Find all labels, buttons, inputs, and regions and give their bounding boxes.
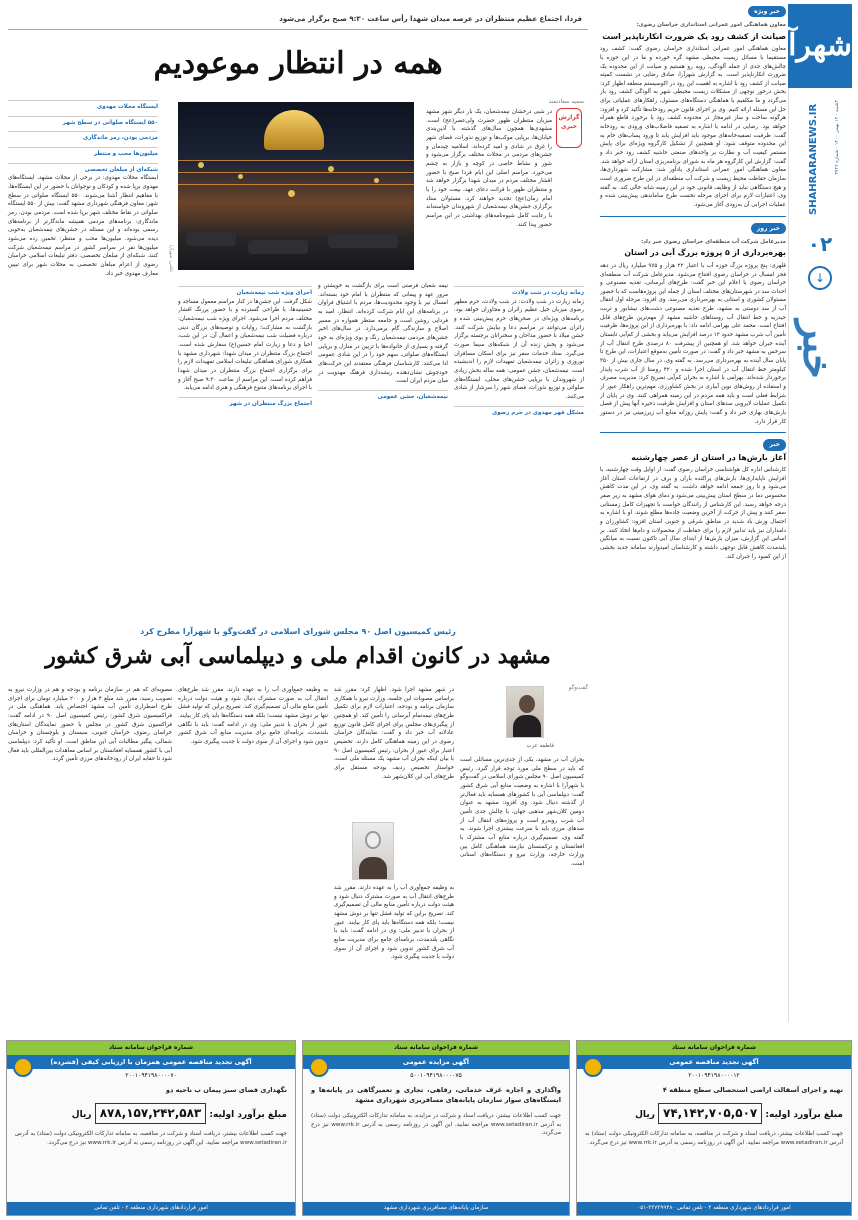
subhead: شبکه‌ای از مبلغان تخصصی — [8, 163, 158, 175]
person-body-icon — [359, 857, 387, 879]
story-col-d-text: شکل گرفت. این جشن‌ها در کنار مراسم معمول مساجد و حسینیه‌ها، با طراحی گسترده و با حضور پررنگ اقشار مختلف مردم اجرا می‌شود. اجرای ویژه شب نیمه‌شعبان: بازگشت به مشارکت؛ روایات و توصیه‌های بزرگان دینی درباره فضیلت شب نیمه‌شعبان و اعمال آن. در این شب، احیا و دعا و زیارت امام حسین(ع) سفارش شده است. اجتماع بزرگ منتظران در میدان شهدا: شهرداری مشهد با همکاری شورای هماهنگی تبلیغات اسلامی تمهیدات لازم را برای برگزاری اجتماع بزرگ منتظران در میدان شهدا فراهم کرده است. این مراسم از ساعت ۹:۳۰ صبح آغاز و با اجرای برنامه‌های متنوع فرهنگی و هنری ادامه می‌یابد. — [178, 298, 312, 392]
subhead: اجتماع بزرگ منتظران در شهر — [178, 397, 312, 409]
photo-credit: عکس: شهرآرا — [168, 244, 173, 272]
story-col-a: در شبی درخشان نیمه‌شعبان، یک بار دیگر شهر مشهد میزبان منتظران ظهور حضرت ولی‌عصر(عج) است. مشهدی‌ها همچون سال‌های گذشته با آذین‌بندی خیابان‌ها، برپایی موکب‌ها و توزیع نذورات، فضای شهر را غرق در شادی و امید کرده‌اند. اسلامیه چیدمان و جشن‌های مردمی در محلات مختلف برگزار می‌شود و شور و نشاط خاصی در کوچه و بازار به چشم می‌خورد. مراسم اصلی این ایام فردا صبح با حضور اقشار مختلف مردم در میدان شهدا برگزار خواهد شد و منتظران ظهور با قرائت دعای عهد، بیعت خود را با امام زمان(عج) تجدید خواهند کرد. مسئولان ستاد برگزاری جشن‌های نیمه‌شعبان از شهروندان خواسته‌اند با رعایت کامل شیوه‌نامه‌های بهداشتی در این مراسم حضور پیدا کنند. — [426, 109, 552, 228]
report-author: سمیه سعادتمند — [548, 99, 584, 105]
interviewee-portrait — [352, 822, 394, 880]
subhead: ایستگاه محلات مهدوی — [8, 100, 158, 112]
ad-footer: امور قراردادهای شهرداری منطقه ۲ - تلفن تماس — [7, 1202, 295, 1215]
ad-number: ۲۰۰۱۰۹۴۱۹۸۰۰۰۰۷۰ — [125, 1072, 177, 1080]
ad-auction-terminals[interactable] — [302, 1040, 570, 1216]
ad-band: شماره فراخوان سامانه ستاد — [7, 1041, 295, 1055]
left-story-column — [8, 96, 158, 626]
lights-string — [178, 184, 414, 185]
subhead: مردمی بودن، رمز ماندگاری — [8, 131, 158, 143]
person-icon — [365, 831, 381, 849]
middle-col-1: بحران آب در مشهد، یکی از جدی‌ترین مسائلی است که باید در سطح ملی مورد توجه قرار گیرد. رئیس کمیسیون اصل ۹۰ مجلس شورای اسلامی در گفت‌وگو با شهرآرا با اشاره به وضعیت منابع آبی شرق کشور گفت: دیپلماسی آبی با کشورهای همسایه باید فعال‌تر از گذشته دنبال شود. وی افزود: مشهد به عنوان دومین کلان‌شهر مذهبی جهان، با چالش جدی تأمین آب شرب روبه‌رو است و پروژه‌های انتقال آب از سدهای مرزی باید با سرعت بیشتری اجرا شوند. به گفته وی، تصمیم‌گیری درباره منابع آب مشترک با افغانستان و ترکمنستان نیازمند هماهنگی کامل بین وزارت خارجه، وزارت نیرو و دستگاه‌های استانی است. — [460, 757, 584, 867]
light-dot — [328, 166, 334, 172]
ad-footer: امور قراردادهای شهرداری منطقه ۴ - تلفن تماس ۳۳۷۳۹۹۴۸۰-۰۵۱ — [577, 1202, 851, 1215]
lights-string — [178, 172, 414, 173]
subhead: مشکل قهر مهدوی در حرم رضوی — [454, 406, 584, 418]
ad-number: ۲۰۰۱۰۹۴۱۹۸۰۰۰۰۱۲ — [688, 1072, 740, 1080]
news3-title[interactable]: آغاز بارش‌ها در استان از عصر چهارشنبه — [631, 452, 786, 462]
site-url[interactable]: SHAHRARANEWS.IR — [808, 103, 819, 215]
news2-kicker: مدیرعامل شرکت آب منطقه‌ای خراسان رضوی خبر داد: — [641, 238, 786, 245]
ad-subject: نگهداری فضای سبز پیمان ب ناحیه دو — [165, 1085, 287, 1094]
left-col-text: ایستگاه محلات مهدوی: در برخی از محلات مشهد، ایستگاه‌های مهدوی برپا شده و کودکان و نوجوانان با حضور در این ایستگاه‌ها، با مفاهیم انتظار آشنا می‌شوند. ۵۵۰ ایستگاه صلواتی در سطح شهر: معاون فرهنگی شهرداری مشهد گفت: بیش از ۵۵۰ ایستگاه صلواتی در نقاط مختلف شهر برپا شده است. مردمی بودن، رمز ماندگاری: برنامه‌های مردمی همیشه ماندگارتر از برنامه‌های رسمی بوده‌اند و این مسئله در جشن‌های نیمه‌شعبان به‌خوبی دیده می‌شود. میلیون‌ها محب و منتظر: تخمین زده می‌شود میلیون‌ها نفر در سراسر کشور در مراسم نیمه‌شعبان شرکت کنند. شبکه‌ای از مبلغان تخصصی: دفتر تبلیغات اسلامی خراسان رضوی از اعزام مبلغان تخصصی به محلات شهر برای تبیین معارف مهدوی خبر داد. — [8, 175, 158, 277]
ad-amount: مبلغ برآورد اولیه: ۷۴,۱۴۲,۷۰۵,۵۰۷ ریال — [585, 1103, 843, 1124]
person-icon — [519, 695, 535, 713]
municipality-seal-icon — [583, 1057, 603, 1077]
story-col-c — [454, 282, 584, 612]
ad-title: آگهی تجدید مناقصه عمومی همزمان با ارزیابی کیفی (فشرده) — [7, 1055, 295, 1069]
ad-footer: سازمان پایانه‌های مسافربری شهرداری مشهد — [303, 1202, 569, 1215]
ad-subject: تهیه و اجرای آسفالت اراضی استحصالی سطح منطقه ۴ — [662, 1085, 843, 1094]
municipality-seal-icon — [309, 1057, 329, 1077]
report-badge: گزارش خبری — [556, 108, 582, 148]
middle-col-3: به وظیفه جمع‌آوری آب را به عهده دارند. مقرر شد طرح‌های انتقال آب به صورت مشترک دنبال شود و هیئت دولت درباره تأمین منابع مالی آن تصمیم‌گیری کند. تصریح براین که تولید فشل تنها بر دوش مشهد نیست؛ بلکه همه دستگاه‌ها باید پای کار بیایند. عبور از بحران با تدبیر ملی: وی در ادامه گفت: باید با نگاهی بلندمدت، برنامه‌ای جامع برای مدیریت منابع آب شرق کشور تدوین شود و اجرای آن از سوی دولت با جدیت پیگیری شود. — [178, 687, 328, 745]
top-kicker: فردا، اجتماع عظیم منتظران در عرصه میدان شهدا رأس ساعت ۹:۳۰ صبح برگزار می‌شود — [279, 15, 582, 23]
right-news-column — [600, 6, 786, 1022]
badge-special-news: خبر ویژه — [748, 6, 786, 17]
news2-body: قلهری: پنج پروژه بزرگ حوزه آب با اعتبار ۲۲ هزار و ۹۷۵ میلیارد ریال در دهه فجر امسال در خراسان رضوی افتتاح می‌شود. مدیرعامل شرکت آب منطقه‌ای خراسان رضوی با اعلام این خبر گفت: طرح‌های آبرسانی، تغذیه مصنوعی و احداث سد در شهرستان‌های مختلف استان از جمله این پروژه‌هاست که با حضور مسئولان کشوری و استانی به بهره‌برداری می‌رسد. وی افزود: مرحله اول انتقال آب از سد دوستی به مشهد، طرح تغذیه مصنوعی دشت‌های نیشابور و تربت حیدریه و خط انتقال آب روستاهای حاشیه مشهد از مهم‌ترین طرح‌های قابل افتتاح است. محمد علی بهرامی ادامه داد: با بهره‌برداری از این پروژه‌ها، ظرفیت تأمین آب شرب مشهد حدود ۱۲ درصد افزایش می‌یابد و بخشی از کم‌آبی تابستان آینده جبران خواهد شد. او همچنین از پیشرفت ۸۰ درصدی طرح انتقال آب از سرخس به مشهد خبر داد و گفت: در صورت تأمین به‌موقع اعتبارات، این طرح تا پایان سال آینده به بهره‌برداری می‌رسد. به گفته وی، در سال جاری بیش از ۳۵۰ کیلومتر خط انتقال آب در استان اجرا شده و ۴۲۰ روستا از آب شرب پایدار برخوردار شده‌اند. بهرامی با اشاره به بحران کم‌آبی تصریح کرد: مدیریت مصرف و استفاده از روش‌های نوین آبیاری در بخش کشاورزی، مهم‌ترین راهکار عبور از شرایط فعلی است و باید همه مردم در این زمینه همراهی کنند. وی در پایان از تکمیل عملیات لایروبی سدهای استان و افزایش ظرفیت ذخیره آنها پیش از فصل بارش‌های بهاری خبر داد و گفت: پایش روزانه منابع آب زیرزمینی نیز در دستور کار قرار دارد. — [600, 262, 786, 425]
subhead: زمانه زیارت در شب ولادت — [454, 286, 584, 298]
ad-amount: مبلغ برآورد اولیه: ۸۷۸,۱۵۷,۲۴۲,۵۸۳ ریال — [15, 1103, 287, 1124]
middle-col-2: در شهر مشهد اجرا شود. اظهار کرد: مقرر شد براساس مصوبات این جلسه، وزارت نیرو با همکاری سازمان برنامه و بودجه، اعتبارات لازم برای تکمیل طرح‌های نیمه‌تمام آبرسانی را تأمین کند. او همچنین از پیگیری‌های مجلس برای اجرای کامل قانون توزیع عادلانه آب خبر داد و گفت: نمایندگان خراسان رضوی در این زمینه هماهنگی کامل دارند. تخصیص اعتبار برای عبور از بحران: رئیس کمیسیون اصل ۹۰ با بیان اینکه بحران آب مشهد یک مسئله ملی است، خواستار تخصیص ردیف بودجه مستقل برای طرح‌های آبی این کلان‌شهر شد. — [334, 687, 454, 780]
arrow-down-icon: ↓ — [808, 266, 832, 290]
ad-info: جهت کسب اطلاعات بیشتر، دریافت اسناد و شرکت در مناقصه، به سامانه تدارکات الکترونیکی دولت (ستاد) به آدرس www.setadiran.ir مراجعه نمایید. این آگهی در روزنامه رسمی به آدرس www.rrk.ir نیز درج می‌گردد. — [585, 1130, 843, 1146]
light-dot — [198, 162, 204, 168]
news3-body: کارشناس اداره کل هواشناسی خراسان رضوی گفت: از اوایل وقت چهارشنبه، با افزایش ناپایداری‌ها، بارش‌های پراکنده باران و برف در ارتفاعات استان آغاز می‌شود و تا روز جمعه ادامه خواهد داشت. به گفته وی، در این مدت کاهش محسوس دما در سطح استان پیش‌بینی می‌شود و دمای هوای مشهد به زیر صفر درجه خواهد رسید. این کارشناس از رانندگان خواست با تجهیزات کامل زمستانی سفر کنند و پیش از حرکت از آخرین وضعیت جاده‌ها مطلع شوند. او با اشاره به احتمال وزش باد شدید در مناطق شرقی و جنوبی استان افزود: کشاورزان و دامداران نیز باید تدابیر لازم را برای حفاظت از محصولات و دام‌ها اتخاذ کنند. بر اساس این گزارش، میزان بارش‌ها از ابتدای سال آبی تاکنون نسبت به میانگین بلندمدت کاهش قابل توجهی داشته و کارشناسان امیدوارند سامانه جدید بخشی از این کمبود را جبران کند. — [600, 467, 786, 560]
car — [248, 240, 308, 254]
light-dot — [238, 174, 243, 179]
ad-band: شماره فراخوان سامانه ستاد — [303, 1041, 569, 1055]
main-headline[interactable]: همه در انتظار موعودیم — [153, 46, 443, 81]
news1-title[interactable]: صیانت از کشف رود یک ضرورت انکارناپذیر است — [602, 31, 786, 41]
ad-title: آگهی مزایده عمومی — [303, 1055, 569, 1069]
subhead: اجرای ویژه شب نیمه‌شعبان — [178, 286, 312, 298]
ad-tender-zone4[interactable] — [576, 1040, 852, 1216]
ad-number: ۵۰۰۱۰۹۴۱۹۸۰۰۰۰۷۵ — [410, 1072, 462, 1080]
divider — [600, 216, 786, 217]
story-col-c-text: زمانه زیارت در شب ولادت: در شب ولادت، حرم مطهر رضوی میزبان خیل عظیم زائران و مجاوران خواهد بود. برنامه‌های ویژه‌ای در صحن‌های حرم پیش‌بینی شده و زائران می‌توانند در مراسم دعا و نیایش شرکت کنند. جشن میلاد با حضور مداحان و سخنرانان برجسته برگزار می‌شود و پخش زنده آن از شبکه‌های سیما صورت می‌گیرد. ستاد خدمات سفر نیز برای اسکان مسافران نوروزی و زائران نیمه‌شعبان تمهیدات لازم را اندیشیده است. نیمه‌شعبان، جشن عمومی: همه ساله بخش زیادی از شهروندان با برپایی جشن‌های محلی، ایستگاه‌های صلواتی و توزیع نذورات، فضای شهر را سرشار از شادی می‌کنند. — [454, 298, 584, 400]
badge-daily-news: خبر روز — [751, 223, 786, 234]
middle-headline[interactable]: مشهد در کانون اقدام ملی و دیپلماسی آبی شرق کشور — [45, 643, 551, 669]
shrine-dome — [264, 110, 324, 150]
badge-news: خبر — [763, 439, 786, 450]
interview-label: گفت‌وگو — [568, 685, 588, 691]
light-dot — [288, 190, 295, 197]
festival-photo — [178, 102, 414, 270]
byline: فاطمه عرب — [526, 743, 554, 749]
ad-subject: واگذاری و اجاره غرف خدماتی، رفاهی، تجاری و تعمیرگاهی در پایانه‌ها و ایستگاه‌های سوار سازمان پایانه‌های مسافربری شهرداری مشهد — [311, 1085, 561, 1105]
subhead: نیمه‌شعبان، جشن عمومی — [318, 390, 448, 402]
section-title: خبر — [794, 319, 841, 379]
municipality-seal-icon — [13, 1057, 33, 1077]
ad-title: آگهی تجدید مناقصه عمومی — [577, 1055, 851, 1069]
page-number: ۰۲ — [807, 232, 833, 256]
logo: شهرآرا — [788, 4, 852, 88]
news1-body: معاون هماهنگی امور عمرانی استانداری خراسان رضوی گفت: کشف رود مستقیما با مسائل زیست محیطی مشهد گره خورده و ما در این حوزه با چالش‌های جدی از جمله آلودگی، رویه رو هستیم و صیانت از این محدوده یک ضرورت انکارناپذیر است. به گزارش شهرآرا، صادق رضایی در نشست کمیته صیانت از کشف رود با اشاره به اهمیت این رود در اکوسیستم منطقه اظهار کرد: بخش درخور توجهی از مشکلات زیست محیطی شهر به آلودگی کشف رود باز می‌گردد و ما مکلفیم با هماهنگی دستگاه‌های مسئول، راهکارهای عملیاتی برای حل این مسئله ارائه کنیم. وی بر اجرای قانون حریم رودخانه‌ها تأکید کرد و افزود: هرگونه ساخت و ساز غیرمجاز در محدوده کشف رود با برخورد قاطع همراه خواهد بود. رضایی در ادامه با اشاره به تصفیه فاضلاب‌های ورودی به رودخانه گفت: ظرفیت تصفیه‌خانه‌های موجود باید افزایش یابد تا ورود پساب‌های خام به این محدوده متوقف شود. او همچنین از تشکیل کارگروه ویژه‌ای برای پایش مستمر کیفیت آب و نظارت بر واحدهای صنعتی حاشیه کشف رود خبر داد و گفت: گزارش این کارگروه هر ماه به شورای برنامه‌ریزی استان ارائه خواهد شد. معاون هماهنگی امور عمرانی استانداری یادآور شد: مشارکت شهرداری‌ها، سازمان حفاظت محیط زیست و شرکت آب منطقه‌ای در این طرح ضروری است و هیچ دستگاهی نباید از وظایف قانونی خود در این زمینه شانه خالی کند. به گفته وی، اعتبارات لازم برای اجرای مرحله نخست طرح ساماندهی پیش‌بینی شده و عملیات اجرایی آن به‌زودی آغاز می‌شود. — [600, 46, 786, 208]
author-portrait — [506, 686, 544, 738]
car — [328, 234, 398, 248]
story-col-d — [178, 282, 312, 612]
subhead: ۵۵۰ ایستگاه صلواتی در سطح شهر — [8, 116, 158, 128]
light-dot — [374, 178, 379, 183]
news2-title[interactable]: بهره‌برداری از ۵ پروژه بزرگ آبی در استان — [624, 248, 786, 258]
ad-info: جهت کسب اطلاعات بیشتر، دریافت اسناد و شرکت در مزایده، به سامانه تدارکات الکترونیکی دولت (ستاد) به آدرس www.setadiran.ir مراجعه نمایید. این آگهی در روزنامه رسمی به آدرس www.rrk.ir نیز درج می‌گردد. — [311, 1112, 562, 1137]
subhead: میلیون‌ها محب و منتظر — [8, 147, 158, 159]
ad-info: جهت کسب اطلاعات بیشتر، دریافت اسناد و شرکت در مناقصه، به سامانه تدارکات الکترونیکی دولت (ستاد) به آدرس www.setadiran.ir مراجعه نمایید. این آگهی در روزنامه رسمی به آدرس www.rrk.ir نیز درج می‌گردد. — [15, 1130, 287, 1146]
divider — [600, 432, 786, 433]
story-col-b — [318, 282, 448, 612]
top-kicker-bar — [8, 10, 588, 30]
car — [186, 232, 236, 246]
issue-date: ۳شنبه · ۱۲ بهمن ۱۴۰۰ · شماره ۳۷۴۶ — [835, 100, 840, 175]
story-col-b-text: نیمه شعبان فرصتی است برای بازگشت به خویشتن و مرور عهد و پیمانی که منتظران با امام خود بسته‌اند. امسال نیز با وجود محدودیت‌ها، مردم با اشتیاق فراوان در برنامه‌های این ایام شرکت کرده‌اند. انتظار، امید به فردایی روشن است و جامعه منتظر همواره در مسیر اصلاح و سازندگی گام برمی‌دارد. در سال‌های اخیر جشن‌های مردمی نیمه‌شعبان رنگ و بوی ویژه‌ای به خود گرفته و بسیاری از خانواده‌ها با تزیین در منازل و برپایی ایستگاه‌های صلواتی، سهم خود را در این شادی عمومی ادا می‌کنند. کارشناسان فرهنگی معتقدند این حرکت‌های خودجوش نشان‌دهنده ریشه‌داری فرهنگ مهدویت در میان مردم ایران است. — [318, 283, 448, 385]
lights-string — [178, 160, 414, 161]
news1-kicker: معاون هماهنگی امور عمرانی استانداری خراسان رضوی: — [636, 22, 786, 29]
middle-col-4: مصوبه‌ای که هم در سازمان برنامه و بودجه و هم در وزارت نیرو به تصویب رسید، مقرر شد مبلغ ۴ هزار و ۲۰۰ میلیارد تومان برای اجرای طرح اضطراری تأمین آب مشهد اختصاص یابد. هماهنگی ملی در فراکمیسیون شرق کشور: رئیس کمیسیون اصل ۹۰ در ادامه گفت: فراکسیون شرق کشور در مجلس با حضور نمایندگان استان‌های خراسان رضوی، خراسان جنوبی، سیستان و بلوچستان و خراسان شمالی، پیگیر مطالبات آبی این مناطق است. او تأکید کرد: دیپلماسی آبی با کشور همسایه افغانستان بر اساس معاهدات بین‌المللی باید فعال شود تا حقابه ایران از رودخانه‌های مرزی تأمین گردد. — [8, 687, 172, 763]
middle-kicker: رئیس کمیسیون اصل ۹۰ مجلس شورای اسلامی در گفت‌وگو با شهرآرا مطرح کرد — [140, 627, 456, 636]
ad-tender-greenspace[interactable] — [6, 1040, 296, 1216]
person-body-icon — [513, 715, 541, 737]
ad-band: شماره فراخوان سامانه ستاد — [577, 1041, 851, 1055]
middle-col-2b: به وظیفه جمع‌آوری آب را به عهده دارند. مقرر شد طرح‌های انتقال آب به صورت مشترک دنبال شود و هیئت دولت درباره تأمین منابع مالی آن تصمیم‌گیری کند. تصریح براین که تولید فشل تنها بر دوش مشهد نیست؛ بلکه همه دستگاه‌ها باید پای کار بیایند. عبور از بحران با تدبیر ملی: وی در ادامه گفت: باید با نگاهی بلندمدت، برنامه‌ای جامع برای مدیریت منابع آب شرق کشور تدوین شود و اجرای آن از سوی دولت با جدیت پیگیری شود. — [334, 885, 454, 961]
